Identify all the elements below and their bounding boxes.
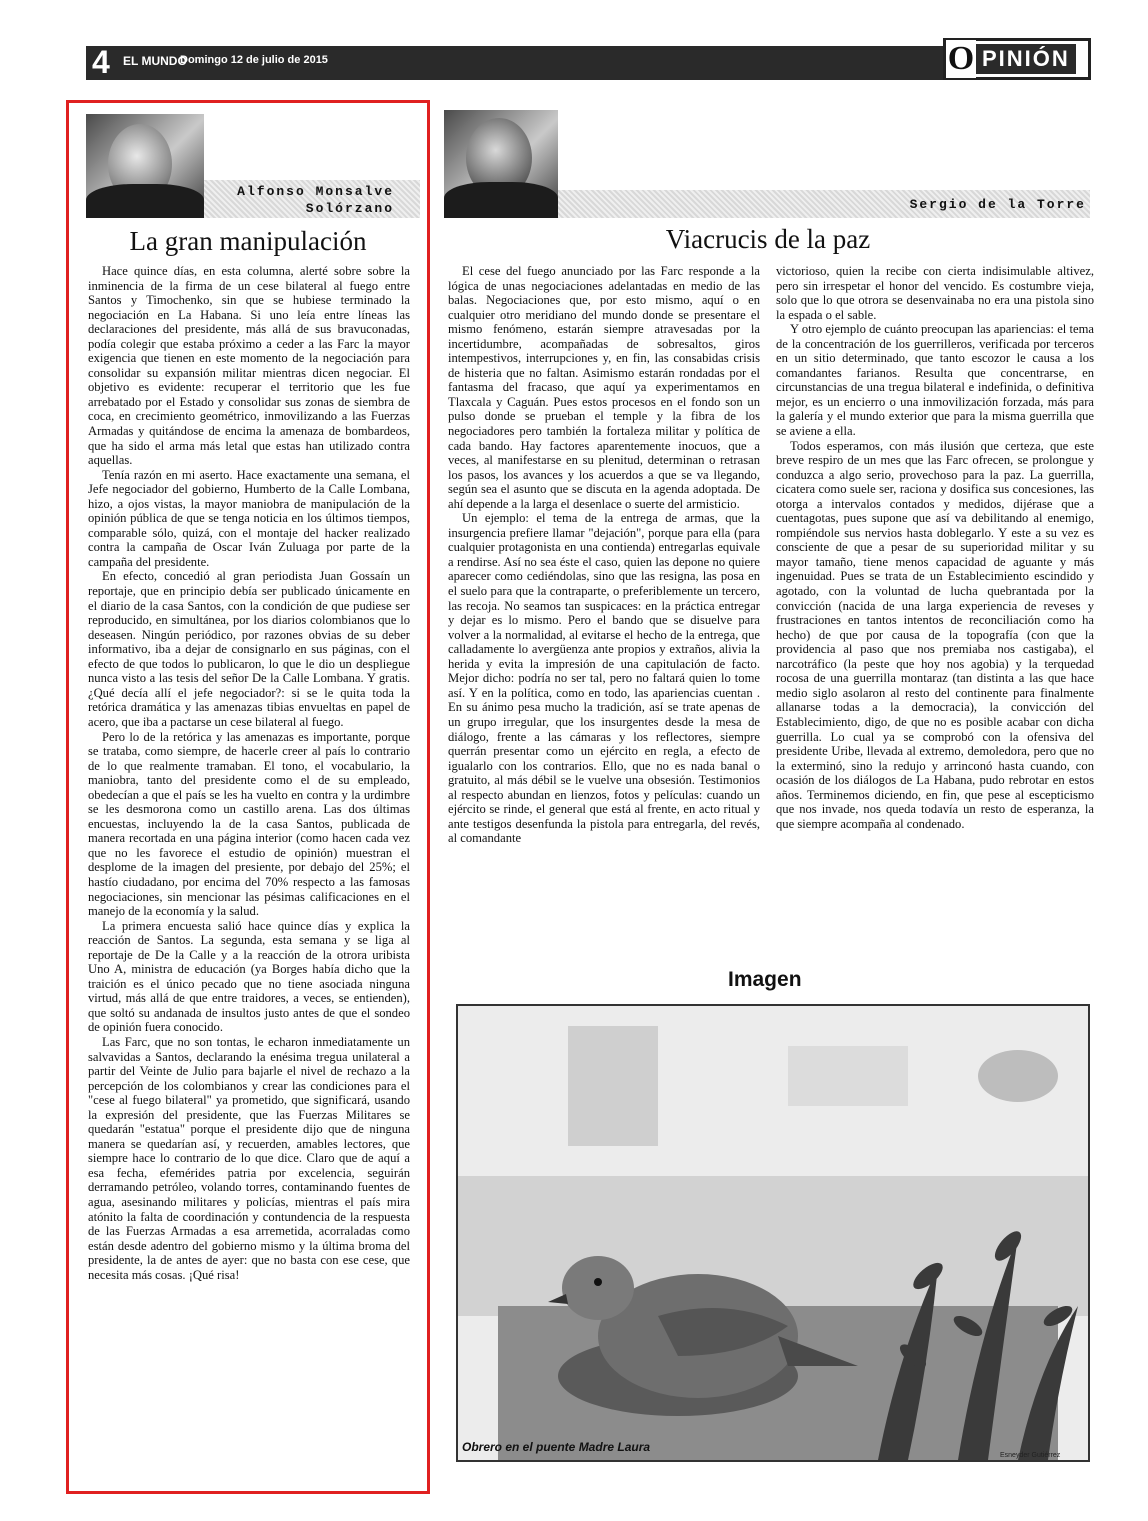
section-label-initial: O: [947, 40, 975, 77]
left-paragraph: Pero lo de la retórica y las amenazas es importante, porque se trataba, como siempre, de hacerle creer al país lo contrario de lo que realmente tramaban. El tono, el vocabulario, la maniobra, tanto del presidente como el de su empleado, obedecían a que el país se les ha vuelto en contra y la urdimbre se les desmorona como un castillo arena. Las dos últimas encuestas, incluyendo la de la casa Santos, publicada de manera recortada en una página interior (como hacen cada vez que no les favorece el estudio de opinión) muestran el desplome de la imagen del presiente, por debajo del 25%; el hastío ciudadano, por encima del 70% respecto a las famosas negociaciones, sin mencionar las pésimas calificaciones en el manejo de la economía y la salud.: [88, 729, 410, 919]
page-number: 4: [92, 44, 110, 80]
left-paragraph: En efecto, concedió al gran periodista Juan Gossaín un reportaje, que en principio debía ser publicado únicamente en el diario de la casa Santos, con la condición de que pudiese ser reproducido, en simultánea, por los diarios colombianos que lo deseasen. Ningún periódico, por razones obvias de su deber informativo, iba a dejar de consignarlo en sus páginas, con el efecto de que todos lo publicaron, lo que le dio un despliegue nunca visto a las tesis del señor De la Calle Lombana. Y gratis. ¿Qué decía allí el jefe negociador?: si se le quita toda la retórica dramática y las amenazas tibias envueltas en papel de acero, que iba a pactarse un cese bilateral al fuego.: [88, 569, 410, 729]
newspaper-name: EL MUNDO: [123, 54, 187, 68]
right-author: Sergio de la Torre: [909, 197, 1086, 212]
section-label-rest: PINIÓN: [976, 44, 1076, 74]
image-section-title: Imagen: [728, 968, 802, 991]
photo-caption: Obrero en el puente Madre Laura: [462, 1440, 651, 1454]
section-label: [943, 38, 1091, 80]
left-paragraph: Hace quince días, en esta columna, alerté sobre sobre la inminencia de la firma de un cese bilateral al fuego entre Santos y Timochenko, sin que se hubiese terminado la negociación en La Habana. Si uno leía entre líneas las declaraciones del presidente, más allá de sus bravuconadas, podía colegir que estaba próximo a ceder a las Farc la mayor exigencia que tienen en este momento de la negociación para consolidar su expansión militar mientras dicen negociar. El objetivo es evidente: recuperar el territorio que les fue arrebatado por el Estado y consolidar sus zonas de siembra de coca, en crecimiento geométrico, inmovilizando a las Fuerzas Armadas y quitándose de encima la amenaza de bombardeos, que ha sido el arma más letal que estas han utilizado contra aquellas.: [88, 264, 410, 468]
author-photo-right: [444, 110, 558, 218]
left-paragraph: Las Farc, que no son tontas, le echaron inmediatamente un salvavidas a Santos, declarando la enésima tregua unilateral a partir del Veinte de Julio para bajarle el nivel de rechazo a la percepción de los colombianos y crear las condiciones para el "cese al fuego bilateral" ya prometido, que significará, usando la expresión del presidente, que las Fuerzas Militares se quedarán "estatua" porque el presidente dijo que de ninguna manera se quedarían así, y recuerden, amables lectores, que siempre hace lo contrario de lo que dice. Claro que de aquí a esa fecha, efemérides patria por excelencia, seguirán derramando petróleo, volando torres, contaminando fuentes de agua, asesinando militares y policías, mientras el país mira atónito la falta de coordinación y contundencia de la respuesta de las Fuerzas Armadas a esa arremetida, acorraladas como están desde adentro del gobierno mismo y la última broma del presidente, la de antes de ayer: que no basta con ese cese, que necesita más cosas. ¡Qué risa!: [88, 1034, 410, 1282]
issue-date: Domingo 12 de julio de 2015: [180, 54, 328, 66]
left-article-headline: La gran manipulación: [129, 226, 367, 256]
right-article-column-1: [448, 264, 760, 846]
right-article-column-2: [776, 264, 1094, 831]
left-author-line2: Solórzano: [305, 201, 394, 216]
right-paragraph: Todos esperamos, con más ilusión que certeza, que este breve respiro de un mes que las Farc ofrecen, se prolongue y conduzca a algo serio, provechoso para la paz. La guerrilla, cicatera como suele ser, raciona y dosifica sus concesiones, las otorga a intervalos contados y medidos, dijérase que a cuentagotas, pues supone que así va debilitando al enemigo, rompiéndole sus nervios hasta doblegarlo. Y este a su vez es consciente de que a pesar de su superioridad militar y su mayor tamaño, tiene menos capacidad de aguante y más ingenuidad. Pues se trata de un Establecimiento escindido y agotado, con la voluntad de lucha quebrantada por la convicción (nacida de una larga experiencia de reveses y frustraciones en tantos intentos de reconciliación como ha hecho) de que por causa de la topografía (con que la providencia al paso que nos premiaba nos castigaba), el narcotráfico (la peste que hoy nos agobia) y la terquedad rocosa de una guerrilla montaraz (tan distinta a las que hace medio siglo asolaron al resto del continente para finalmente allanarse todas a la democracia), la convicción del Establecimiento, digo, de que no es posible acabar con dicha guerrilla. Lo cual ya se comprobó con la ofensiva del presidente Uribe, llevada al extremo, demoledora, pero que no la exterminó, sino la redujo y arrinconó hasta cuando, con ocasión de los diálogos de La Habana, pudo rebrotar en estos años. Terminemos diciendo, en fin, que pese al escepticismo que nos invade, nos queda todavía un resto de esperanza, la que siempre acompaña al condenado.: [776, 438, 1094, 831]
right-paragraph: El cese del fuego anunciado por las Farc responde a la lógica de unas negociaciones adelantadas en medio de las balas. Negociaciones que, por esto mismo, aquí o en cualquier otro meridiano del mundo donde se presentare el mismo fenómeno, estarán siempre atravesadas por la incertidumbre, acompañadas de sobresaltos, giros intempestivos, interrupciones y, en fin, las consabidas crisis de histeria que no faltan. Asimismo estarán rondadas por el fantasma del fracaso, que aquí ya experimentamos en Tlaxcala y Caguán. Pues estos procesos en el fondo son un pulso donde se prueban el temple y la fibra de los negociadores pero también la fortaleza militar y política de cada bando. Hay factores aparentemente inocuos, que a veces, al manifestarse en su plenitud, determinan o retrasan los pasos, los avances y los acuerdos a que se va llegando, según sea el asunto que se discuta en la agenda adoptada. De ahí depende a la larga el desenlace o suerte del armisticio.: [448, 264, 760, 511]
left-author-line1: Alfonso Monsalve: [237, 184, 394, 199]
left-paragraph: Tenía razón en mi aserto. Hace exactamente una semana, el Jefe negociador del gobierno, Humberto de la Calle Lombana, hizo, a ojos vistas, la mayor maniobra de manipulación de la opinión pública de que se tenga noticia en los últimos tiempos, comparable sólo, quizá, con el montaje del hacker realizado contra la campaña de Oscar Iván Zuluaga por parte de la campaña del presidente.: [88, 467, 410, 569]
author-photo-left: [86, 114, 204, 218]
right-paragraph: victorioso, quien la recibe con cierta indisimulable altivez, pero sin irrespetar el honor del vencido. Es costumbre vieja, solo que lo que otrora se desenvainaba no era una pistola sino la espada o el sable.: [776, 264, 1094, 322]
left-paragraph: La primera encuesta salió hace quince días y explica la reacción de Santos. La segunda, esta semana y se liga al reportaje de De la Calle y a la reacción de la otrora uribista Uno A, ministra de educación (ya Borges había dicho que la traición es el único pecado que no tiene asociada ninguna virtud, más allá de que entre traidores, a veces, se entienden), que soltó su andanada de insultos justo antes de que el sondeo de opinión fuera conocido.: [88, 918, 410, 1035]
photo-credit: Esneyder Gutiérrez: [1000, 1452, 1061, 1459]
dove-illustration: [458, 1006, 1088, 1460]
photo-dove: [456, 1004, 1090, 1462]
right-paragraph: Y otro ejemplo de cuánto preocupan las apariencias: el tema de la concentración de los guerrilleros, verificada por terceros en un sitio determinado, que tanto escozor le causa a los comandantes farianos. Resulta que concentrarse, en circunstancias de una tregua bilateral e indefinida, o definitiva mejor, es un encierro o una inmovilización forzada, más para la galería y el mundo exterior que para la misma guerrilla que se aviene a ella.: [776, 322, 1094, 439]
right-paragraph: Un ejemplo: el tema de la entrega de armas, que la insurgencia prefiere llamar "dejación", porque para ella (para cualquier protagonista en una contienda) entregarlas equivale a rendirse. Así no sea éste el caso, quien las depone no quiere aparecer como cediéndolas, sino que las resigna, las posa en el suelo para que la contraparte, o preferiblemente un tercero, las recoja. No seamos tan suspicaces: en la práctica entregar y dejar es lo mismo. Pero el bando que se disuelve para volver a la normalidad, al evitarse el hecho de la entrega, que calladamente lo avergüenza ante propios y extraños, alivia la herida y evita la impresión de una capitulación de facto. Mejor dicho: podría no ser tal, pero no faltará quien lo tome así. Y en la política, como en todo, las apariencias cuentan . En su ánimo pesa mucho la tradición, así se trate apenas de un grupo irregular, que los insurgentes desde la mesa de diálogo, frente a las cámaras y los reflectores, siempre querrán presentar como un ejército en regla, a efecto de igualarlo con los contrarios. Ello, que no es nada banal o gratuito, al más débil se le vuelve una obsesión. Testimonios al respecto abundan en lienzos, fotos y películas: cuando un ejército se rinde, el general que está al frente, en acto ritual y ante testigos desenfunda la pistola para entregarla, del revés, al comandante: [448, 511, 760, 846]
left-article-body: [88, 264, 410, 1282]
right-article-headline: Viacrucis de la paz: [665, 224, 871, 254]
